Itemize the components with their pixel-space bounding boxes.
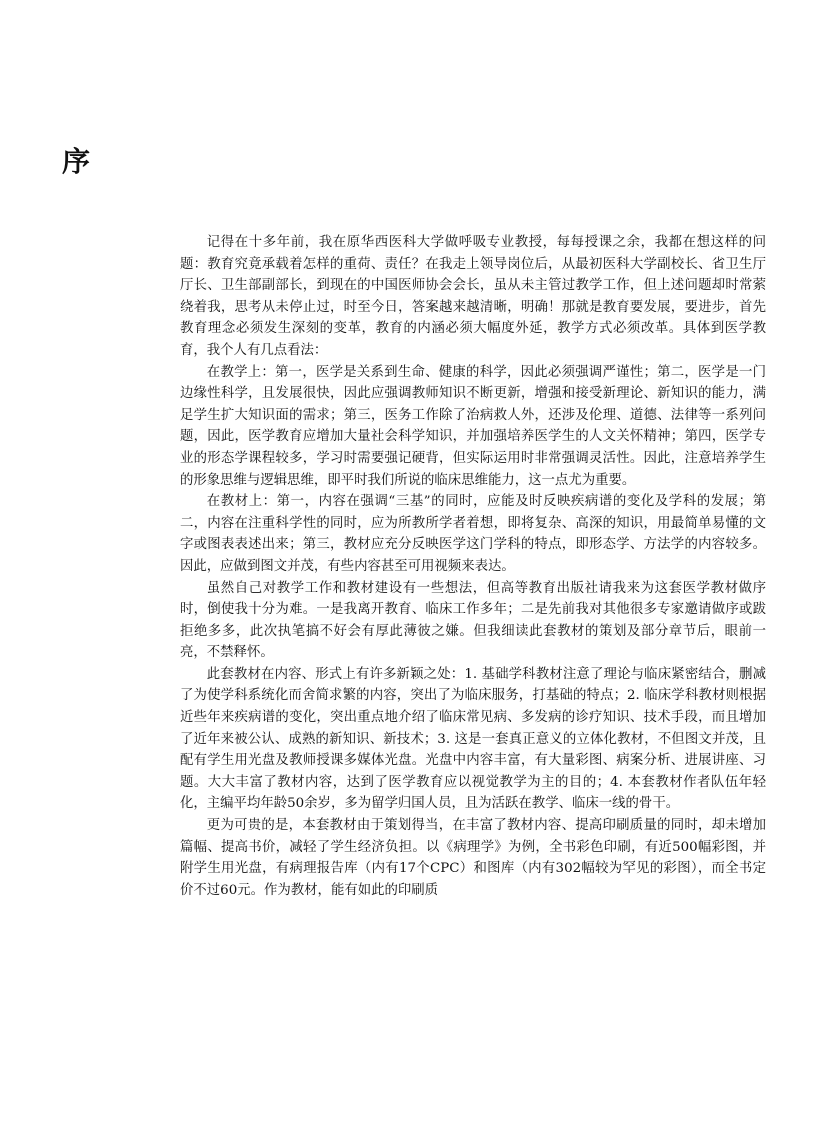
paragraph-teaching: 在教学上：第一，医学是关系到生命、健康的科学，因此必须强调严谨性；第二，医学是一门边缘性科学，且发展很快，因此应强调教师知识不断更新，增强和接受新理论、新知识的能力，满足学生扩大知识面的需求；第三，医务工作除了治病救人外，还涉及伦理、道德、法律等一系列问题，因此，医学教育应增加大量社会科学知识，并加强培养医学生的人文关怀精神；第四，医学专业的形态学课程较多，学习时需要强记硬背，但实际运用时非常强调灵活性。因此，注意培养学生的形象思维与逻辑思维，即平时我们所说的临床思维能力，这一点尤为重要。 (180, 364, 766, 488)
paragraph-value: 更为可贵的是，本套教材由于策划得当，在丰富了教材内容、提高印刷质量的同时，却未增加篇幅、提高书价，减轻了学生经济负担。以《病理学》为例，全书彩色印刷，有近500幅彩图，并附学生用光盘，有病理报告库（内有17个CPC）和图库（内有302幅较为罕见的彩图），而全书定价不过60元。作为教材，能有如此的印刷质 (180, 818, 766, 898)
paragraph-preface-request: 虽然自己对教学工作和教材建设有一些想法，但高等教育出版社请我来为这套医学教材做序时，倒使我十分为难。一是我离开教育、临床工作多年；二是先前我对其他很多专家邀请做序或跋拒绝多多，此次执笔搞不好会有厚此薄彼之嫌。但我细读此套教材的策划及部分章节后，眼前一亮，不禁释怀。 (180, 580, 766, 661)
preface-body (180, 232, 766, 901)
paragraph-features: 此套教材在内容、形式上有许多新颖之处：1. 基础学科教材注意了理论与临床紧密结合，删减了为使学科系统化而舍简求繁的内容，突出了为临床服务，打基础的特点；2. 临床学科教材则根据近些年来疾病谱的变化，突出重点地介绍了临床常见病、多发病的诊疗知识、技术手段，而且增加了近年来被公认、成熟的新知识、新技术；3. 这是一套真正意义的立体化教材，不但图文并茂，且配有学生用光盘及教师授课多媒体光盘。光盘中内容丰富，有大量彩图、病案分析、进展讲座、习题。大大丰富了教材内容，达到了医学教育应以视觉教学为主的目的；4. 本套教材作者队伍年轻化，主编平均年龄50余岁，多为留学归国人员，且为活跃在教学、临床一线的骨干。 (180, 666, 766, 812)
paragraph-textbooks: 在教材上：第一，内容在强调“三基”的同时，应能及时反映疾病谱的变化及学科的发展；第二，内容在注重科学性的同时，应为所教所学者着想，即将复杂、高深的知识，用最简单易懂的文字或图表表述出来；第三，教材应充分反映医学这门学科的特点，即形态学、方法学的内容较多。因此，应做到图文并茂，有些内容甚至可用视频来表达。 (180, 494, 766, 574)
page-title: 序 (62, 145, 91, 178)
paragraph-intro: 记得在十多年前，我在原华西医科大学做呼吸专业教授，每每授课之余，我都在想这样的问题：教育究竟承载着怎样的重荷、责任？在我走上领导岗位后，从最初医科大学副校长、省卫生厅厅长、卫生部副部长，到现在的中国医师协会会长，虽从未主管过教学工作，但上述问题却时常萦绕着我，思考从未停止过，时至今日，答案越来越清晰，明确！那就是教育要发展，要进步，首先教育理念必须发生深刻的变革，教育的内涵必须大幅度外延，教学方式必须改革。具体到医学教育，我个人有几点看法： (180, 235, 766, 358)
